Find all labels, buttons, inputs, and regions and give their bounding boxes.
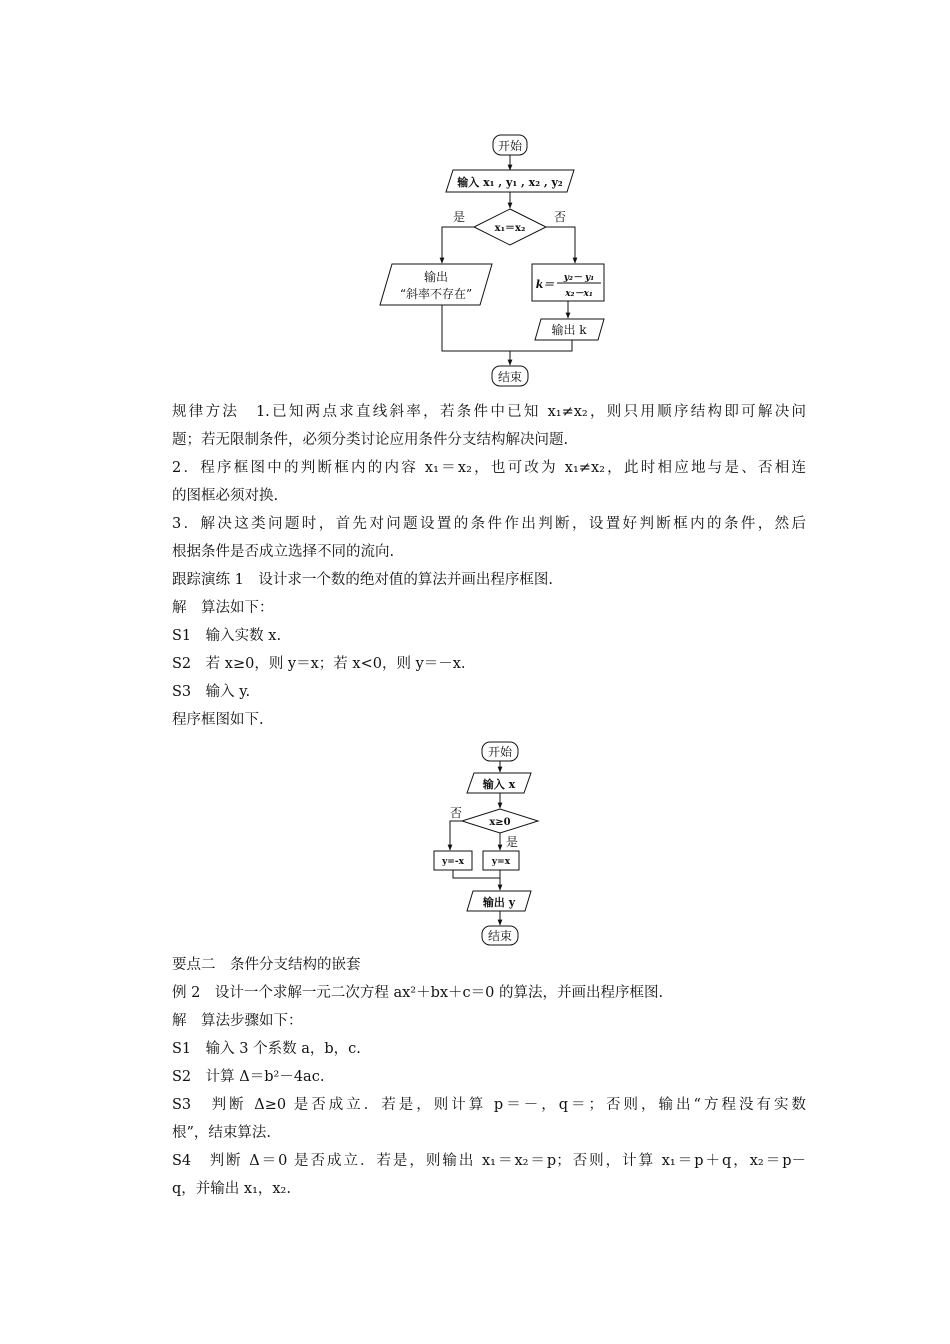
method-line-2: 题；若无限制条件，必须分类讨论应用条件分支结构解决问题. <box>172 432 569 448</box>
abs-value-flowchart <box>415 735 550 947</box>
section-heading: 要点二 条件分支结构的嵌套 <box>172 957 361 973</box>
output-left-line2: “斜率不存在” <box>399 287 473 301</box>
step2-s3-line2: 根”，结束算法. <box>172 1125 272 1141</box>
decision-label-2: x≥0 <box>489 817 511 828</box>
step2-s2: S2 计算 Δ＝b²－4ac. <box>172 1069 325 1085</box>
output-y-label: 输出 y <box>482 896 516 909</box>
yes-label-2: 是 <box>505 835 519 849</box>
start-label-2: 开始 <box>487 745 513 759</box>
example-2-title: 例 2 设计一个求解一元二次方程 ax²＋bx＋c＝0 的算法，并画出程序框图. <box>172 985 664 1001</box>
solution-intro: 解 算法如下： <box>172 600 274 616</box>
output-left-line1: 输出 <box>423 270 449 284</box>
calc-lhs: k＝ <box>535 278 555 291</box>
exercise-title: 跟踪演练 1 设计求一个数的绝对值的算法并画出程序框图. <box>172 572 553 588</box>
flowchart-intro: 程序框图如下. <box>172 712 264 728</box>
step-s2: S2 若 x≥0，则 y＝x；若 x<0，则 y＝－x. <box>172 656 466 672</box>
input-x-label: 输入 x <box>482 778 516 791</box>
end-label: 结束 <box>497 370 523 384</box>
method-line-4: 的图框必须对换. <box>172 488 279 504</box>
start-label: 开始 <box>497 139 523 153</box>
slope-flowchart <box>370 130 640 392</box>
step2-s4-line2: q，并输出 x₁，x₂. <box>172 1181 291 1197</box>
step2-s4-line1: S4 判断 Δ＝0 是否成立．若是，则输出 x₁＝x₂＝p；否则，计算 x₁＝p＋q，x₂＝p－ <box>172 1153 806 1169</box>
yes-label: 是 <box>452 210 466 224</box>
step-s3: S3 输入 y. <box>172 684 251 700</box>
output-k-label: 输出 k <box>551 323 587 337</box>
decision-label: x₁＝x₂ <box>494 223 526 234</box>
step2-s3-line1: S3 判断 Δ≥0 是否成立．若是，则计算 p＝－，q＝；否则，输出“方程没有实数 <box>172 1097 806 1113</box>
neg-x-label: y=-x <box>442 857 464 867</box>
input-label: 输入 x₁ , y₁ , x₂ , y₂ <box>457 176 563 189</box>
no-label-2: 否 <box>449 806 463 820</box>
method-line-1: 规律方法 1.已知两点求直线斜率，若条件中已知 x₁≠x₂，则只用顺序结构即可解决问 <box>172 404 806 420</box>
solution-2-intro: 解 算法步骤如下： <box>172 1013 303 1029</box>
end-label-2: 结束 <box>487 929 513 943</box>
step-s1: S1 输入实数 x. <box>172 628 282 644</box>
calc-numerator: y₂－ y₁ <box>563 273 595 283</box>
step2-s1: S1 输入 3 个系数 a，b，c. <box>172 1041 361 1057</box>
no-label: 否 <box>553 210 567 224</box>
method-line-6: 根据条件是否成立选择不同的流向. <box>172 544 395 560</box>
method-line-3: 2．程序框图中的判断框内的内容 x₁＝x₂，也可改为 x₁≠x₂，此时相应地与是、否相连 <box>172 460 806 476</box>
method-line-5: 3．解决这类问题时，首先对问题设置的条件作出判断，设置好判断框内的条件，然后 <box>172 516 806 532</box>
pos-x-label: y=x <box>491 857 511 867</box>
calc-denominator: x₂－x₁ <box>565 289 593 299</box>
